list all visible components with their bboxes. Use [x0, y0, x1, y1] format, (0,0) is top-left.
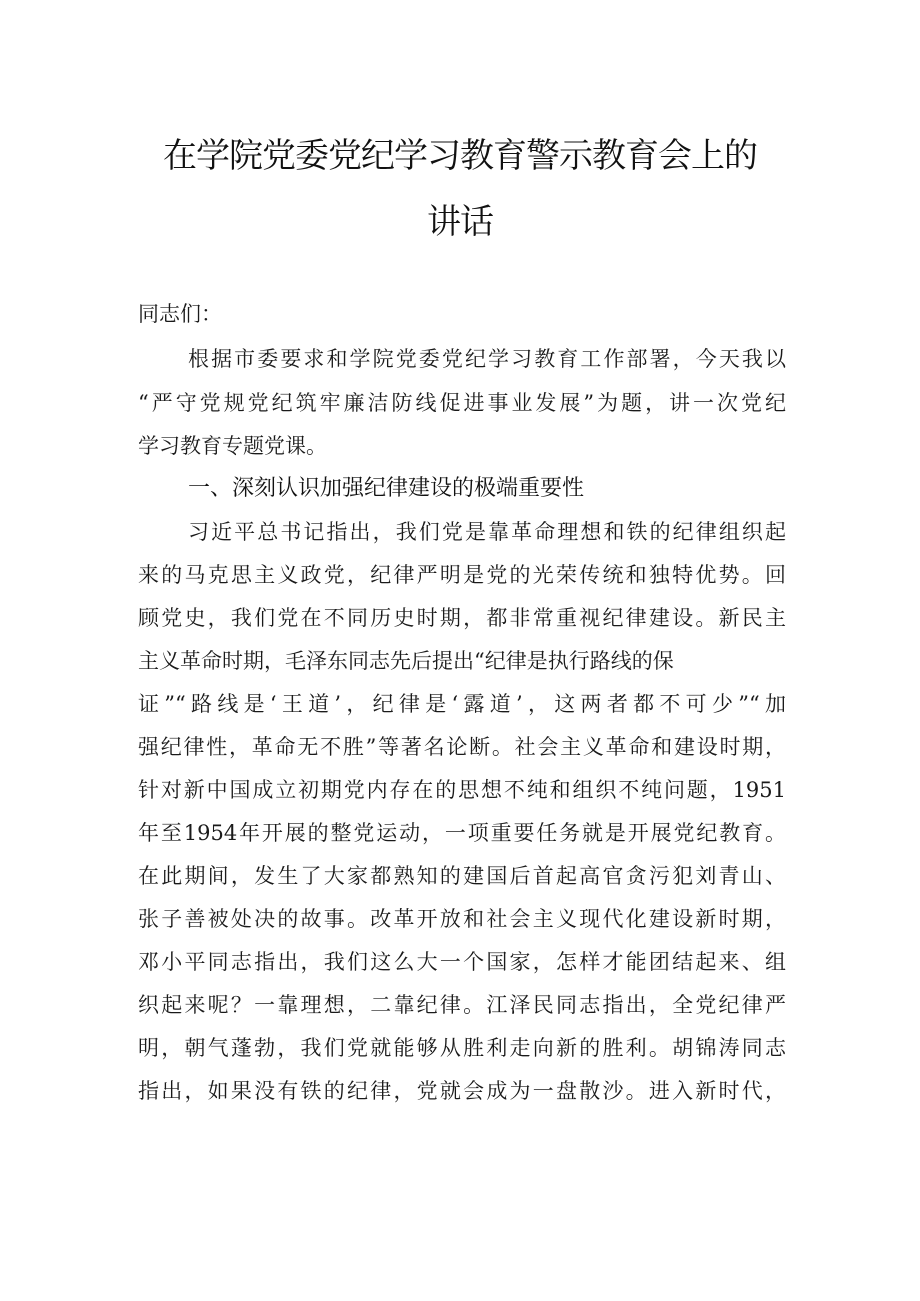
body-line-6: 强纪律性，革命无不胜”等著名论断。社会主义革命和建设时期， [138, 735, 786, 759]
body-line-4: 主义革命时期，毛泽东同志先后提出“纪律是执行路线的保 [138, 649, 674, 673]
body-line-3: 顾党史，我们党在不同历史时期，都非常重视纪律建设。新民主 [138, 606, 786, 630]
section-heading: 一、深刻认识加强纪律建设的极端重要性 [188, 476, 585, 501]
body-line-5: 证”“路线是‘王道’，纪律是‘露道’，这两者都不可少”“加 [138, 692, 786, 716]
salutation: 同志们： [138, 302, 222, 326]
body-line-8: 年至1954年开展的整党运动，一项重要任务就是开展党纪教育。 [138, 821, 786, 845]
body-line-7: 针对新中国成立初期党内存在的思想不纯和组织不纯问题，1951 [138, 778, 786, 802]
body-line-12: 织起来呢？一靠理想，二靠纪律。江泽民同志指出，全党纪律严 [138, 993, 786, 1017]
body-line-14: 指出，如果没有铁的纪律，党就会成为一盘散沙。进入新时代， [138, 1079, 786, 1103]
body-line-2: 来的马克思主义政党，纪律严明是党的光荣传统和独特优势。回 [138, 563, 786, 587]
body-line-11: 邓小平同志指出，我们这么大一个国家，怎样才能团结起来、组 [138, 950, 786, 974]
body-line-1: 习近平总书记指出，我们党是靠革命理想和铁的纪律组织起 [188, 520, 786, 544]
document-title-line-1: 在学院党委党纪学习教育警示教育会上的 [163, 136, 757, 176]
body-line-10: 张子善被处决的故事。改革开放和社会主义现代化建设新时期， [138, 907, 786, 931]
body-line-9: 在此期间，发生了大家都熟知的建国后首起高官贪污犯刘青山、 [138, 864, 786, 888]
intro-line-3: 学习教育专题党课。 [138, 434, 327, 458]
intro-line-1: 根据市委要求和学院党委党纪学习教育工作部署，今天我以 [188, 347, 786, 371]
body-line-13: 明，朝气蓬勃，我们党就能够从胜利走向新的胜利。胡锦涛同志 [138, 1036, 786, 1060]
intro-line-2: “严守党规党纪筑牢廉洁防线促进事业发展”为题，讲一次党纪 [138, 391, 786, 415]
document-title-line-2: 讲话 [427, 202, 493, 242]
